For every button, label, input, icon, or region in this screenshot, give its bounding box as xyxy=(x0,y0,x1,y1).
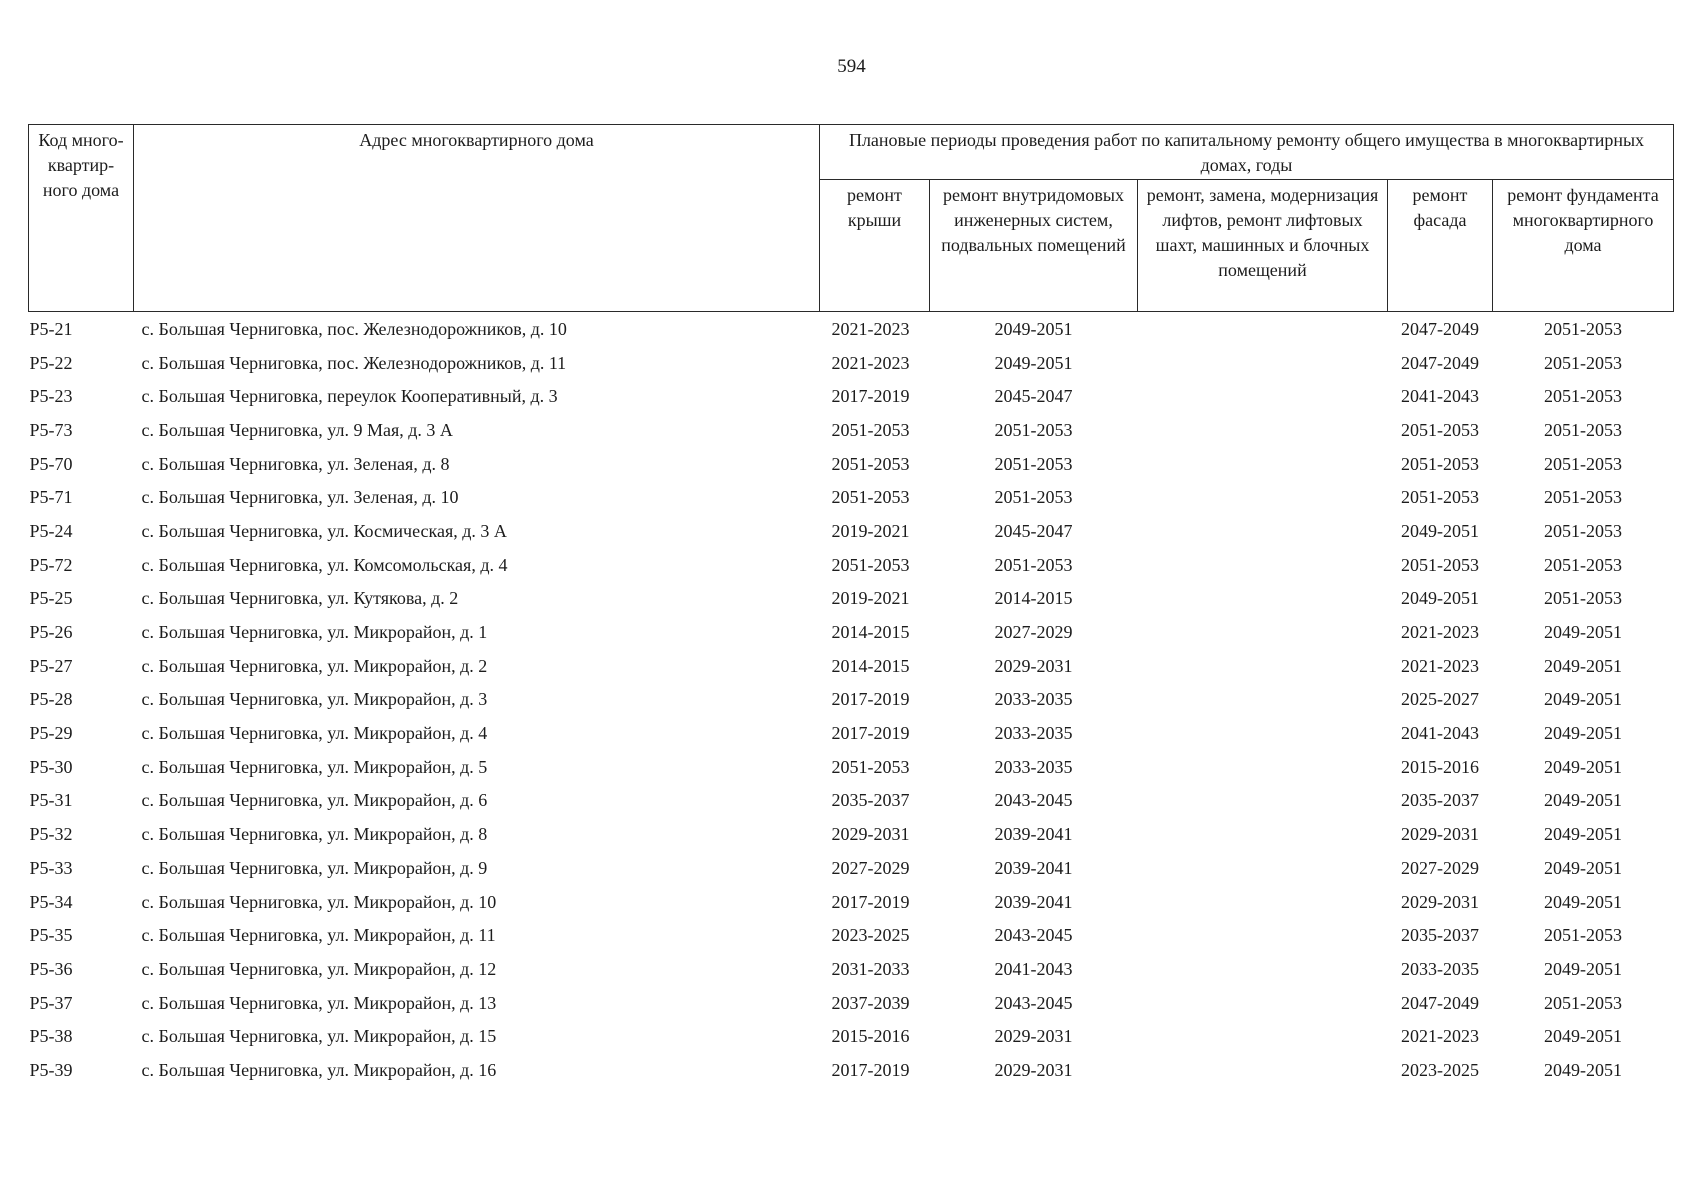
cell-facade: 2047-2049 xyxy=(1401,318,1479,339)
table-row xyxy=(29,750,1674,784)
cell-facade: 2041-2043 xyxy=(1401,386,1479,407)
cell-engineering: 2033-2035 xyxy=(994,689,1073,710)
cell-address: с. Большая Черниговка, ул. Микрорайон, д. 6 xyxy=(141,790,488,811)
cell-code: Р5-27 xyxy=(29,655,73,676)
cell-engineering: 2033-2035 xyxy=(994,756,1073,777)
cell-roof: 2051-2053 xyxy=(831,453,910,474)
cell-address: с. Большая Черниговка, ул. Кутякова, д. 2 xyxy=(141,588,459,609)
cell-engineering: 2051-2053 xyxy=(994,554,1073,575)
cell-code: Р5-35 xyxy=(29,925,73,946)
cell-code: Р5-33 xyxy=(29,857,73,878)
cell-roof: 2019-2021 xyxy=(831,520,910,541)
cell-address: с. Большая Черниговка, ул. Космическая, д. 3 А xyxy=(141,520,507,541)
cell-address: с. Большая Черниговка, ул. 9 Мая, д. 3 А xyxy=(141,419,453,440)
cell-address: с. Большая Черниговка, ул. Микрорайон, д. 1 xyxy=(141,622,488,643)
cell-elevators xyxy=(1138,582,1388,616)
cell-code: Р5-73 xyxy=(29,419,73,440)
cell-elevators xyxy=(1138,413,1388,447)
cell-elevators xyxy=(1138,312,1388,346)
cell-elevators xyxy=(1138,447,1388,481)
cell-foundation: 2049-2051 xyxy=(1544,622,1622,643)
cell-code: Р5-72 xyxy=(29,554,73,575)
cell-code: Р5-30 xyxy=(29,756,73,777)
cell-elevators xyxy=(1138,1019,1388,1053)
cell-code: Р5-71 xyxy=(29,487,73,508)
cell-foundation: 2049-2051 xyxy=(1544,891,1622,912)
cell-elevators xyxy=(1138,480,1388,514)
cell-address: с. Большая Черниговка, ул. Микрорайон, д. 15 xyxy=(141,1026,497,1047)
cell-roof: 2051-2053 xyxy=(831,756,910,777)
table-row xyxy=(29,480,1674,514)
cell-roof: 2037-2039 xyxy=(831,992,910,1013)
cell-roof: 2029-2031 xyxy=(831,824,910,845)
cell-roof: 2051-2053 xyxy=(831,419,910,440)
cell-foundation: 2051-2053 xyxy=(1544,520,1622,541)
table-body xyxy=(29,312,1674,1087)
cell-elevators xyxy=(1138,379,1388,413)
header-engineering: ремонт внутридомовых инженерных систем, подвальных помещений xyxy=(930,180,1138,312)
cell-code: Р5-36 xyxy=(29,958,73,979)
cell-foundation: 2049-2051 xyxy=(1544,689,1622,710)
header-foundation xyxy=(1493,180,1674,312)
cell-roof: 2014-2015 xyxy=(831,655,910,676)
cell-code: Р5-28 xyxy=(29,689,73,710)
cell-foundation: 2049-2051 xyxy=(1544,1059,1622,1080)
cell-facade: 2047-2049 xyxy=(1401,352,1479,373)
cell-address: с. Большая Черниговка, ул. Зеленая, д. 8 xyxy=(141,453,450,474)
cell-engineering: 2033-2035 xyxy=(994,723,1073,744)
cell-facade: 2041-2043 xyxy=(1401,723,1479,744)
cell-foundation: 2051-2053 xyxy=(1544,992,1622,1013)
cell-engineering: 2029-2031 xyxy=(994,1026,1073,1047)
cell-address: с. Большая Черниговка, пос. Железнодорожников, д. 11 xyxy=(141,352,567,373)
cell-code: Р5-22 xyxy=(29,352,73,373)
cell-address: с. Большая Черниговка, ул. Микрорайон, д. 8 xyxy=(141,824,488,845)
table-row xyxy=(29,379,1674,413)
cell-roof: 2014-2015 xyxy=(831,622,910,643)
cell-code: Р5-25 xyxy=(29,588,73,609)
cell-engineering: 2051-2053 xyxy=(994,419,1073,440)
cell-facade: 2027-2029 xyxy=(1401,857,1479,878)
table-row xyxy=(29,413,1674,447)
header-planned-periods: Плановые периоды проведения работ по капитальному ремонту общего имущества в многоквартирных домах, годы xyxy=(820,125,1674,180)
cell-elevators xyxy=(1138,548,1388,582)
table-row xyxy=(29,952,1674,986)
cell-elevators xyxy=(1138,885,1388,919)
header-address: Адрес многоквартирного дома xyxy=(134,125,820,312)
cell-address: с. Большая Черниговка, ул. Микрорайон, д. 2 xyxy=(141,655,488,676)
table-row xyxy=(29,986,1674,1020)
cell-engineering: 2049-2051 xyxy=(994,352,1073,373)
cell-engineering: 2045-2047 xyxy=(994,520,1073,541)
table-row xyxy=(29,918,1674,952)
table-row xyxy=(29,346,1674,380)
cell-engineering: 2043-2045 xyxy=(994,992,1073,1013)
cell-address: с. Большая Черниговка, ул. Микрорайон, д. 9 xyxy=(141,857,488,878)
cell-roof: 2019-2021 xyxy=(831,588,910,609)
cell-facade: 2033-2035 xyxy=(1401,958,1479,979)
table-row xyxy=(29,716,1674,750)
cell-code: Р5-34 xyxy=(29,891,73,912)
cell-code: Р5-31 xyxy=(29,790,73,811)
cell-elevators xyxy=(1138,784,1388,818)
cell-elevators xyxy=(1138,817,1388,851)
cell-engineering: 2027-2029 xyxy=(994,622,1073,643)
cell-elevators xyxy=(1138,346,1388,380)
cell-facade: 2051-2053 xyxy=(1401,453,1479,474)
cell-address: с. Большая Черниговка, ул. Микрорайон, д. 3 xyxy=(141,689,488,710)
table-row xyxy=(29,784,1674,818)
cell-facade: 2029-2031 xyxy=(1401,891,1479,912)
cell-roof: 2031-2033 xyxy=(831,958,910,979)
cell-facade: 2035-2037 xyxy=(1401,790,1479,811)
cell-address: с. Большая Черниговка, переулок Кооперативный, д. 3 xyxy=(141,386,558,407)
cell-code: Р5-32 xyxy=(29,824,73,845)
cell-engineering: 2039-2041 xyxy=(994,824,1073,845)
cell-facade: 2015-2016 xyxy=(1401,756,1479,777)
cell-foundation: 2051-2053 xyxy=(1544,554,1622,575)
cell-engineering: 2045-2047 xyxy=(994,386,1073,407)
cell-foundation: 2051-2053 xyxy=(1544,352,1622,373)
cell-roof: 2015-2016 xyxy=(831,1026,910,1047)
table-row xyxy=(29,615,1674,649)
cell-foundation: 2049-2051 xyxy=(1544,723,1622,744)
table-row xyxy=(29,683,1674,717)
cell-roof: 2017-2019 xyxy=(831,723,910,744)
cell-address: с. Большая Черниговка, пос. Железнодорожников, д. 10 xyxy=(141,318,567,339)
cell-facade: 2047-2049 xyxy=(1401,992,1479,1013)
cell-engineering: 2029-2031 xyxy=(994,1059,1073,1080)
header-foundation-text: ремонт фундамента многоквартирного дома xyxy=(1507,185,1659,255)
cell-code: Р5-37 xyxy=(29,992,73,1013)
cell-address: с. Большая Черниговка, ул. Микрорайон, д. 12 xyxy=(141,958,497,979)
cell-foundation: 2049-2051 xyxy=(1544,1026,1622,1047)
cell-roof: 2017-2019 xyxy=(831,891,910,912)
table-row xyxy=(29,514,1674,548)
cell-code: Р5-26 xyxy=(29,622,73,643)
cell-elevators xyxy=(1138,750,1388,784)
cell-facade: 2021-2023 xyxy=(1401,655,1479,676)
cell-facade: 2025-2027 xyxy=(1401,689,1479,710)
cell-engineering: 2051-2053 xyxy=(994,453,1073,474)
cell-elevators xyxy=(1138,683,1388,717)
cell-roof: 2027-2029 xyxy=(831,857,910,878)
cell-foundation: 2051-2053 xyxy=(1544,318,1622,339)
cell-code: Р5-39 xyxy=(29,1059,73,1080)
cell-roof: 2021-2023 xyxy=(831,352,910,373)
table-row xyxy=(29,312,1674,346)
cell-foundation: 2049-2051 xyxy=(1544,655,1622,676)
cell-foundation: 2051-2053 xyxy=(1544,386,1622,407)
cell-foundation: 2051-2053 xyxy=(1544,453,1622,474)
cell-code: Р5-21 xyxy=(29,318,73,339)
cell-engineering: 2039-2041 xyxy=(994,857,1073,878)
table-row xyxy=(29,582,1674,616)
cell-roof: 2051-2053 xyxy=(831,487,910,508)
cell-address: с. Большая Черниговка, ул. Микрорайон, д. 5 xyxy=(141,756,488,777)
cell-code: Р5-70 xyxy=(29,453,73,474)
cell-address: с. Большая Черниговка, ул. Микрорайон, д. 4 xyxy=(141,723,488,744)
cell-engineering: 2041-2043 xyxy=(994,958,1073,979)
header-facade: ремонт фасада xyxy=(1388,180,1493,312)
cell-address: с. Большая Черниговка, ул. Комсомольская, д. 4 xyxy=(141,554,508,575)
cell-facade: 2023-2025 xyxy=(1401,1059,1479,1080)
cell-engineering: 2039-2041 xyxy=(994,891,1073,912)
cell-code: Р5-24 xyxy=(29,520,73,541)
cell-facade: 2051-2053 xyxy=(1401,419,1479,440)
cell-elevators xyxy=(1138,716,1388,750)
header-code: Код много-квартир-ного дома xyxy=(29,125,134,312)
cell-elevators xyxy=(1138,952,1388,986)
cell-facade: 2021-2023 xyxy=(1401,622,1479,643)
cell-facade: 2049-2051 xyxy=(1401,588,1479,609)
cell-foundation: 2051-2053 xyxy=(1544,925,1622,946)
cell-address: с. Большая Черниговка, ул. Зеленая, д. 10 xyxy=(141,487,459,508)
cell-code: Р5-29 xyxy=(29,723,73,744)
cell-elevators xyxy=(1138,1053,1388,1087)
cell-roof: 2023-2025 xyxy=(831,925,910,946)
cell-engineering: 2051-2053 xyxy=(994,487,1073,508)
cell-foundation: 2049-2051 xyxy=(1544,790,1622,811)
cell-facade: 2021-2023 xyxy=(1401,1026,1479,1047)
cell-roof: 2017-2019 xyxy=(831,1059,910,1080)
repair-schedule-table xyxy=(28,124,1674,1087)
cell-facade: 2051-2053 xyxy=(1401,554,1479,575)
cell-engineering: 2049-2051 xyxy=(994,318,1073,339)
table-row xyxy=(29,851,1674,885)
cell-address: с. Большая Черниговка, ул. Микрорайон, д. 10 xyxy=(141,891,497,912)
cell-foundation: 2049-2051 xyxy=(1544,958,1622,979)
cell-address: с. Большая Черниговка, ул. Микрорайон, д. 11 xyxy=(141,925,496,946)
cell-elevators xyxy=(1138,649,1388,683)
cell-foundation: 2051-2053 xyxy=(1544,588,1622,609)
cell-engineering: 2029-2031 xyxy=(994,655,1073,676)
cell-roof: 2017-2019 xyxy=(831,386,910,407)
cell-elevators xyxy=(1138,851,1388,885)
cell-roof: 2017-2019 xyxy=(831,689,910,710)
cell-code: Р5-23 xyxy=(29,386,73,407)
cell-foundation: 2049-2051 xyxy=(1544,857,1622,878)
cell-address: с. Большая Черниговка, ул. Микрорайон, д. 13 xyxy=(141,992,497,1013)
cell-foundation: 2049-2051 xyxy=(1544,824,1622,845)
page-number: 594 xyxy=(837,56,866,77)
cell-foundation: 2051-2053 xyxy=(1544,419,1622,440)
table-header xyxy=(29,125,1674,312)
cell-roof: 2035-2037 xyxy=(831,790,910,811)
cell-address: с. Большая Черниговка, ул. Микрорайон, д. 16 xyxy=(141,1059,497,1080)
cell-foundation: 2051-2053 xyxy=(1544,487,1622,508)
cell-facade: 2049-2051 xyxy=(1401,520,1479,541)
table-row xyxy=(29,1019,1674,1053)
cell-roof: 2051-2053 xyxy=(831,554,910,575)
table-row xyxy=(29,817,1674,851)
cell-elevators xyxy=(1138,986,1388,1020)
table-row xyxy=(29,649,1674,683)
cell-facade: 2051-2053 xyxy=(1401,487,1479,508)
table-row xyxy=(29,447,1674,481)
table-row xyxy=(29,1053,1674,1087)
cell-engineering: 2043-2045 xyxy=(994,925,1073,946)
cell-elevators xyxy=(1138,918,1388,952)
header-elevators: ремонт, замена, модернизация лифтов, ремонт лифтовых шахт, машинных и блочных помещений xyxy=(1138,180,1388,312)
cell-code: Р5-38 xyxy=(29,1026,73,1047)
cell-facade: 2035-2037 xyxy=(1401,925,1479,946)
cell-foundation: 2049-2051 xyxy=(1544,756,1622,777)
table-row xyxy=(29,548,1674,582)
cell-elevators xyxy=(1138,615,1388,649)
cell-elevators xyxy=(1138,514,1388,548)
header-roof: ремонт крыши xyxy=(820,180,930,312)
cell-engineering: 2014-2015 xyxy=(994,588,1073,609)
cell-facade: 2029-2031 xyxy=(1401,824,1479,845)
table-row xyxy=(29,885,1674,919)
cell-roof: 2021-2023 xyxy=(831,318,910,339)
cell-engineering: 2043-2045 xyxy=(994,790,1073,811)
